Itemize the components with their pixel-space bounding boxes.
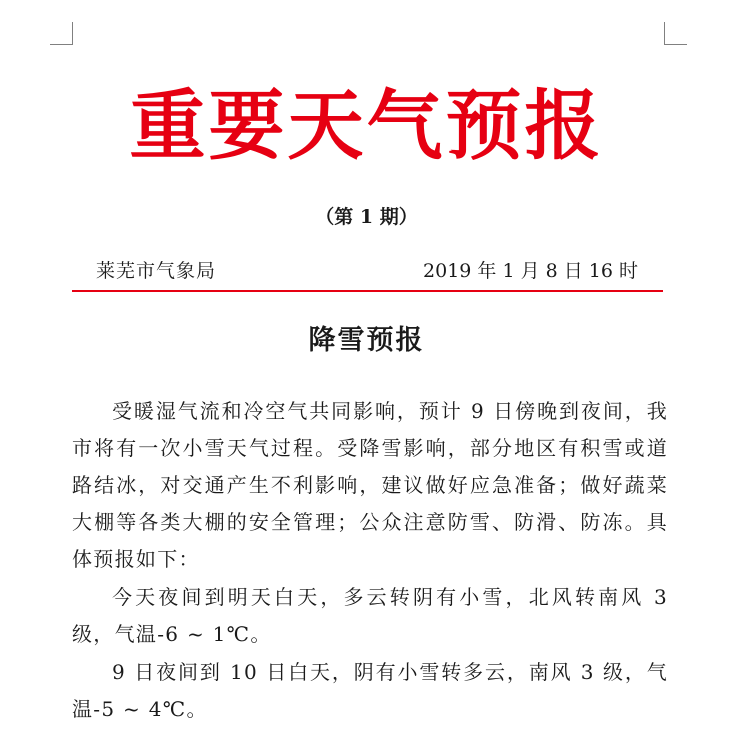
crop-mark-top-left <box>50 22 73 45</box>
document-title: 重要天气预报 <box>129 81 604 170</box>
paragraph-tonight: 今天夜间到明天白天，多云转阴有小雪，北风转南风 3 级，气温-6 ~ 1℃。 <box>72 585 668 646</box>
forecast-heading: 降雪预报 <box>308 325 425 356</box>
issuing-agency: 莱芜市气象局 <box>96 260 217 282</box>
issue-number: （第 1 期） <box>315 206 418 228</box>
crop-mark-top-right <box>664 22 687 45</box>
issue-datetime: 2019 年 1 月 8 日 16 时 <box>423 260 638 282</box>
red-divider <box>72 290 663 292</box>
forecast-body <box>72 393 668 729</box>
paragraph-intro: 受暖湿气流和冷空气共同影响，预计 9 日傍晚到夜间，我市将有一次小雪天气过程。受降雪影响，部分地区有积雪或道路结冰，对交通产生不利影响，建议做好应急准备；做好蔬菜大棚等各类大棚的安全管理；公众注意防雪、防滑、防冻。具体预报如下： <box>72 399 668 571</box>
paragraph-day-9-night: 9 日夜间到 10 日白天，阴有小雪转多云，南风 3 级，气温-5 ~ 4℃。 <box>72 660 668 721</box>
